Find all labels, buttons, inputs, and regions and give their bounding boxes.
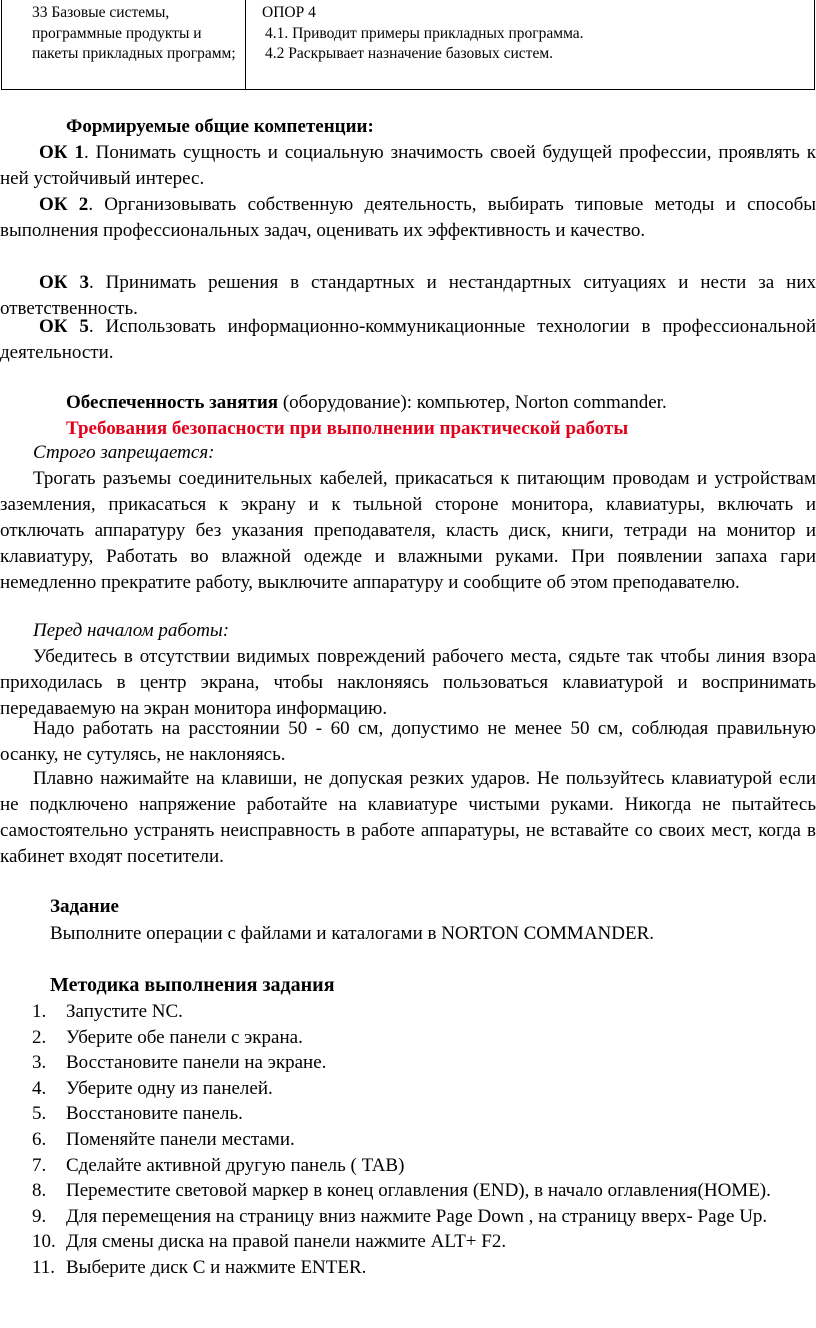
list-item: 3. Восстановите панели на экране. [32, 1052, 327, 1074]
equipment-text: (оборудование): компьютер, Norton commander. [278, 392, 667, 413]
list-item: 7. Сделайте активной другую панель ( TAB) [32, 1154, 405, 1176]
competency-text: . Понимать сущность и социальную значимость своей будущей профессии, проявлять к ней устойчивый интерес. [0, 142, 816, 189]
forbidden-label: Строго запрещается: [33, 442, 215, 463]
outcome-line: ОПОР 4 [262, 4, 316, 21]
outcome-line: 4.2 Раскрывает назначение базовых систем. [265, 45, 554, 62]
before-label: Перед началом работы: [33, 620, 230, 641]
outcomes-cell [262, 3, 812, 65]
equipment-label: Обеспеченность занятия [66, 392, 279, 413]
competency-item [0, 192, 816, 244]
safety-title: Требования безопасности при выполнении практической работы [66, 418, 629, 439]
competencies-title: Формируемые общие компетенции: [66, 116, 374, 137]
list-item: 9. Для перемещения на страницу вниз нажмите Page Down , на страницу вверх- Page Up. [32, 1205, 768, 1227]
header-table [1, 0, 815, 90]
competency-item [0, 314, 816, 366]
list-item: 11. Выберите диск С и нажмите ENTER. [32, 1256, 367, 1278]
competency-text: . Организовывать собственную деятельность, выбирать типовые методы и способы выполнения профессиональных задач, оценивать их эффективность и качество. [0, 194, 816, 241]
competency-code: ОК 5 [39, 316, 89, 337]
topic-cell: 33 Базовые системы, программные продукты и пакеты прикладных программ; [32, 4, 236, 62]
competency-code: ОК 1 [39, 142, 84, 163]
competency-item [0, 140, 816, 192]
list-item: 5. Восстановите панель. [32, 1103, 243, 1125]
steps-list [0, 999, 800, 1281]
outcome-line: 4.1. Приводит примеры прикладных программа. [265, 24, 584, 42]
competency-code: ОК 3 [39, 272, 89, 293]
before-paragraph: Убедитесь в отсутствии видимых повреждений рабочего места, сядьте так чтобы линия взора приходилась в центр экрана, чтобы наклоняясь пользоваться клавиатурой и воспринимать передаваемую на экран монитора информацию. [0, 646, 816, 719]
before-paragraph: Плавно нажимайте на клавиши, не допуская резких ударов. Не пользуйтесь клавиатурой если не подключено напряжение работайте на клавиатуре чистыми руками. Никогда не пытайтесь самостоятельно устранять неисправность в работе аппаратуры, не вставайте со своих мест, когда в кабинет входят посетители. [0, 768, 816, 867]
competency-text: . Использовать информационно-коммуникационные технологии в профессиональной деятельности. [0, 316, 816, 363]
forbidden-text: Трогать разъемы соединительных кабелей, прикасаться к питающим проводам и устройствам заземления, прикасаться к экрану и к тыльной стороне монитора, клавиатуры, включать и отключать аппаратуру без указания преподавателя, класть диск, книги, тетради на монитор и клавиатуру, Работать во влажной одежде и влажными руками. При появлении запаха гари немедленно прекратите работу, выключите аппаратуру и сообщите об этом преподавателю. [0, 468, 816, 593]
competency-code: ОК 2 [39, 194, 89, 215]
list-item: 6. Поменяйте панели местами. [32, 1128, 295, 1150]
list-item: 2. Уберите обе панели с экрана. [32, 1026, 303, 1048]
task-title: Задание [50, 896, 119, 917]
equipment-line [0, 390, 816, 416]
list-item: 4. Уберите одну из панелей. [32, 1077, 273, 1099]
competency-text: . Принимать решения в стандартных и нестандартных ситуациях и нести за них ответственность. [0, 272, 816, 319]
table-divider [245, 0, 246, 89]
task-text: Выполните операции с файлами и каталогами в NORTON COMMANDER. [50, 923, 655, 944]
before-paragraph: Надо работать на расстоянии 50 - 60 см, допустимо не менее 50 см, соблюдая правильную осанку, не сутулясь, не наклоняясь. [0, 718, 816, 765]
list-item: 10. Для смены диска на правой панели нажмите ALT+ F2. [32, 1231, 507, 1253]
list-item: 8. Переместите световой маркер в конец оглавления (END), в начало оглавления(HOME). [32, 1180, 771, 1202]
method-title: Методика выполнения задания [50, 974, 335, 996]
list-item: 1. Запустите NC. [32, 1001, 183, 1022]
